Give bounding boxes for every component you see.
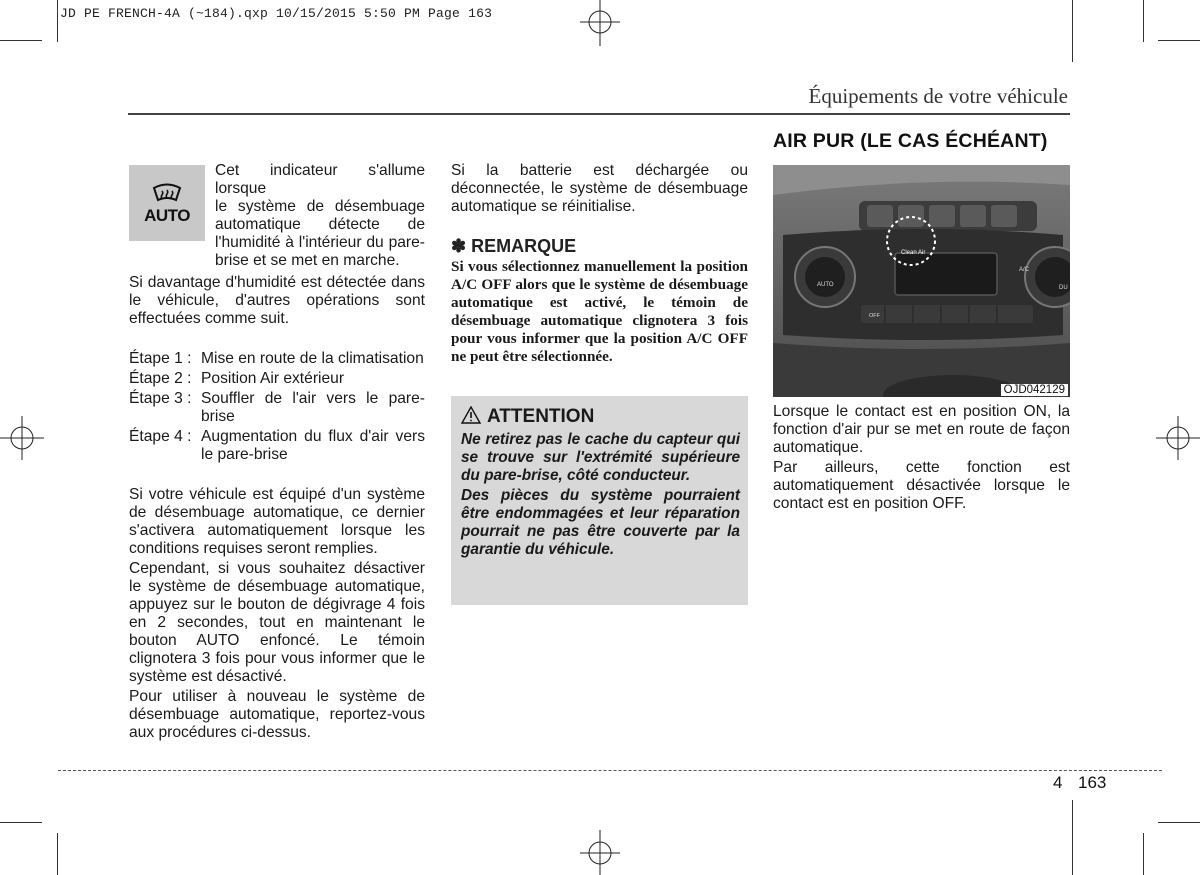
windshield-defog-icon xyxy=(152,181,182,207)
registration-mark-top xyxy=(576,0,624,48)
attention-box xyxy=(451,396,748,605)
attention-heading xyxy=(461,406,594,428)
column-1-body xyxy=(129,274,425,742)
paragraph: Si davantage d'humidité est détectée dans le véhicule, d'autres opérations sont effectuées comme suit. xyxy=(129,274,425,327)
step-label: Étape 1 : xyxy=(129,350,192,367)
page-number: 163 xyxy=(1078,773,1107,792)
list-item xyxy=(129,390,425,426)
intro-line: le système de désembuage xyxy=(215,198,425,215)
column-3-body xyxy=(773,403,1070,513)
attention-paragraph: Ne retirez pas le cache du capteur qui se trouve sur l'extrémité supérieure du pare-brise, côté conducteur. xyxy=(461,431,740,484)
photo-reference-code: OJD042129 xyxy=(1001,384,1068,396)
warning-triangle-icon xyxy=(461,406,481,424)
registration-mark-bottom xyxy=(576,828,624,875)
list-item xyxy=(129,350,425,368)
remark-star-icon: ✽ xyxy=(451,236,467,256)
clean-air-label: Clean Air xyxy=(901,250,926,256)
intro-line: brise et se met en marche. xyxy=(215,252,400,269)
running-head: Équipements de votre véhicule xyxy=(808,84,1068,108)
remark-title: REMARQUE xyxy=(471,236,577,256)
dual-label: DU xyxy=(1059,285,1068,291)
paragraph: Par ailleurs, cette fonction est automatiquement désactivée lorsque le contact est en position OFF. xyxy=(773,459,1070,512)
paragraph: Cependant, si vous souhaitez désactiver le système de désembuage automatique, appuyez sur le bouton de dégivrage 4 fois en 2 secondes, tout en maintenant le bouton AUTO enfoncé. Le témoin clignotera 3 fois pour vous informer que le système est désactivé. xyxy=(129,560,425,685)
attention-paragraph: Des pièces du système pourraient être endommagées et leur réparation pourrait ne pas être couverte par la garantie du véhicule. xyxy=(461,487,740,558)
registration-mark-right xyxy=(1152,414,1200,462)
section-title: AIR PUR (LE CAS ÉCHÉANT) xyxy=(773,130,1048,152)
footer-rule xyxy=(58,770,1162,771)
paragraph: Lorsque le contact est en position ON, la fonction d'air pur se met en route de façon automatique. xyxy=(773,403,1070,456)
step-text: Mise en route de la climatisation xyxy=(201,350,424,367)
step-label: Étape 3 : xyxy=(129,390,192,407)
step-text: Position Air extérieur xyxy=(201,370,345,387)
ac-label: A/C xyxy=(1019,267,1030,273)
steps-list xyxy=(129,350,425,464)
header-rule xyxy=(128,113,1070,115)
paragraph: Pour utiliser à nouveau le système de désembuage automatique, reportez-vous aux procédures ci-dessus. xyxy=(129,688,425,741)
battery-note xyxy=(451,162,748,216)
step-label: Étape 2 : xyxy=(129,370,192,387)
remark-body: Si vous sélectionnez manuellement la position A/C OFF alors que le système de désembuage automatique est activé, le témoin de désembuage automatique clignotera 3 fois pour vous informer que la position A/C OFF ne peut être sélectionnée. xyxy=(451,258,748,365)
paragraph: Si votre véhicule est équipé d'un système de désembuage automatique, ce dernier s'activera automatiquement lorsque les conditions requises seront remplies. xyxy=(129,486,425,557)
off-label: OFF xyxy=(869,313,880,319)
attention-title: ATTENTION xyxy=(487,406,595,427)
intro-line: automatique détecte de xyxy=(215,216,425,233)
paragraph: Si la batterie est déchargée ou déconnectée, le système de désembuage automatique se réinitialise. xyxy=(451,162,748,215)
remark-heading xyxy=(451,236,748,257)
step-label: Étape 4 : xyxy=(129,428,192,445)
auto-label: AUTO xyxy=(144,206,190,225)
climate-control-illustration xyxy=(773,165,1070,397)
intro-line: Cet indicateur s'allume lorsque xyxy=(215,162,425,197)
remark-block xyxy=(451,236,748,366)
registration-mark-left xyxy=(0,414,48,462)
chapter-number: 4 xyxy=(1053,773,1063,792)
auto-knob-label: AUTO xyxy=(817,282,834,288)
attention-body xyxy=(461,431,740,559)
indicator-description xyxy=(215,162,425,270)
print-slug: JD PE FRENCH-4A (~184).qxp 10/15/2015 5:50 PM Page 163 xyxy=(60,6,493,21)
climate-panel-photo xyxy=(773,165,1070,397)
step-text: Souffler de l'air vers le pare-brise xyxy=(201,390,425,425)
auto-defog-indicator xyxy=(129,165,205,241)
intro-line: l'humidité à l'intérieur du pare- xyxy=(215,234,425,251)
list-item xyxy=(129,370,425,388)
list-item xyxy=(129,428,425,464)
step-text: Augmentation du flux d'air vers le pare-brise xyxy=(201,428,425,463)
